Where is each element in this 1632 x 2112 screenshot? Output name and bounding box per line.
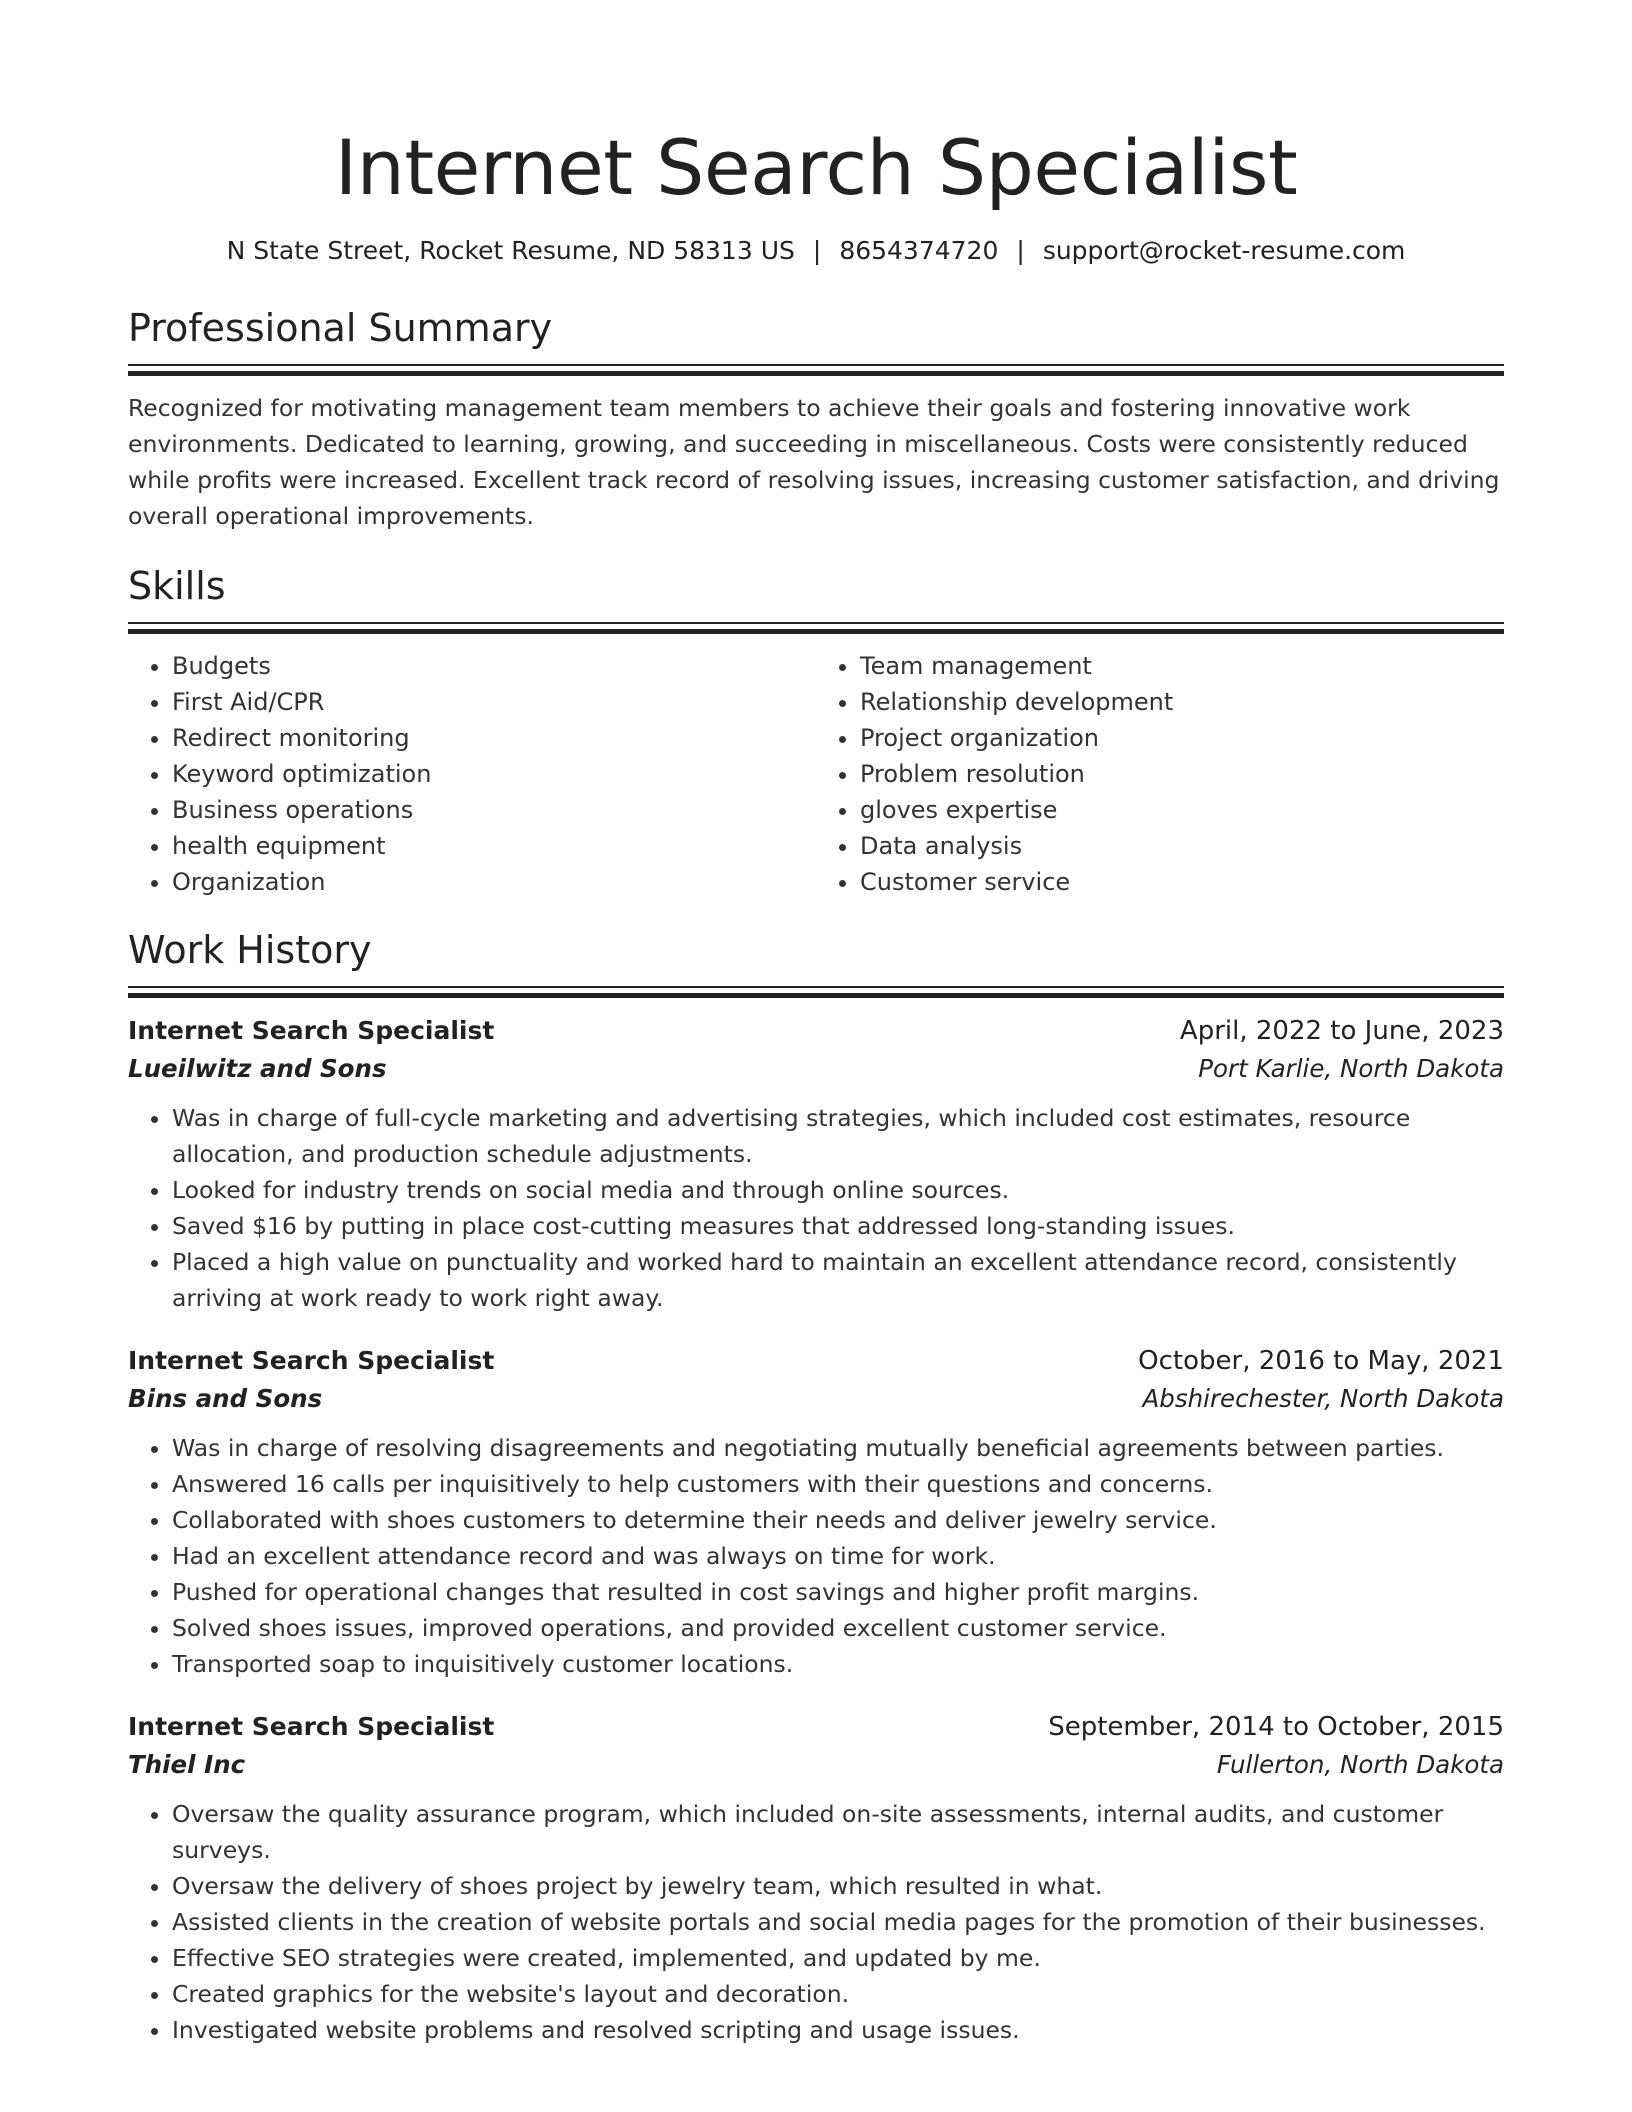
job-bullet: • Answered 16 calls per inquisitively to help customers with their questions and concerns.: [172, 1466, 1504, 1502]
job-header: [128, 1012, 1504, 1050]
job-location: Port Karlie, North Dakota: [1198, 1054, 1504, 1083]
section-divider: [128, 364, 1504, 376]
skill-item: • health equipment: [172, 828, 816, 864]
company-name: Lueilwitz and Sons: [128, 1054, 387, 1083]
job-entry: [128, 1342, 1504, 1682]
contact-line: [128, 234, 1504, 268]
job-title: Internet Search Specialist: [128, 1712, 495, 1741]
contact-email: support@rocket-resume.com: [1042, 236, 1406, 265]
skills-section: [128, 562, 1504, 900]
contact-separator: |: [1016, 236, 1025, 265]
section-title-work: Work History: [128, 928, 372, 972]
job-location: Fullerton, North Dakota: [1216, 1750, 1504, 1779]
skill-item: • Data analysis: [860, 828, 1504, 864]
job-bullets: [128, 1100, 1504, 1316]
job-bullet: • Oversaw the quality assurance program, which included on-site assessments, internal audits, and customer surveys.: [172, 1796, 1504, 1868]
job-bullet: • Saved $16 by putting in place cost-cutting measures that addressed long-standing issues.: [172, 1208, 1504, 1244]
job-dates: April, 2022 to June, 2023: [1179, 1016, 1504, 1046]
job-entry: [128, 1012, 1504, 1316]
skills-list-left: [128, 648, 816, 900]
job-header: [128, 1342, 1504, 1380]
job-subheader: [128, 1050, 1504, 1088]
job-subheader: [128, 1746, 1504, 1784]
job-bullet: • Had an excellent attendance record and was always on time for work.: [172, 1538, 1504, 1574]
job-bullet: • Assisted clients in the creation of website portals and social media pages for the promotion of their businesses.: [172, 1904, 1504, 1940]
job-location: Abshirechester, North Dakota: [1142, 1384, 1504, 1413]
job-bullet: • Oversaw the delivery of shoes project by jewelry team, which resulted in what.: [172, 1868, 1504, 1904]
skill-item: • Team management: [860, 648, 1504, 684]
job-dates: September, 2014 to October, 2015: [1048, 1712, 1504, 1742]
work-section: [128, 926, 1504, 2048]
summary-text: Recognized for motivating management team members to achieve their goals and fostering innovative work environments. Dedicated to learning, growing, and succeeding in miscellaneous. Costs were consistently reduced while profits were increased. Excellent track record of resolving issues, increasing customer satisfaction, and driving overall operational improvements.: [128, 394, 1500, 530]
job-bullets: [128, 1430, 1504, 1682]
skill-item: • Problem resolution: [860, 756, 1504, 792]
skill-item: • Relationship development: [860, 684, 1504, 720]
section-divider: [128, 622, 1504, 634]
contact-address: N State Street, Rocket Resume, ND 58313 US: [226, 236, 795, 265]
job-bullet: • Was in charge of full-cycle marketing and advertising strategies, which included cost estimates, resource allocation, and production schedule adjustments.: [172, 1100, 1504, 1172]
skill-item: • Business operations: [172, 792, 816, 828]
contact-separator: |: [812, 236, 822, 265]
job-bullet: • Effective SEO strategies were created, implemented, and updated by me.: [172, 1940, 1504, 1976]
contact-phone: 8654374720: [839, 236, 999, 265]
resume-page: [128, 0, 1504, 2048]
section-divider: [128, 986, 1504, 998]
job-title: Internet Search Specialist: [128, 1346, 495, 1375]
job-bullet: • Was in charge of resolving disagreements and negotiating mutually beneficial agreements between parties.: [172, 1430, 1504, 1466]
skill-item: • Customer service: [860, 864, 1504, 900]
summary-section: [128, 304, 1504, 534]
skills-columns: [128, 648, 1504, 900]
company-name: Bins and Sons: [128, 1384, 323, 1413]
job-header: [128, 1708, 1504, 1746]
job-bullets: [128, 1796, 1504, 2048]
skill-item: • First Aid/CPR: [172, 684, 816, 720]
job-subheader: [128, 1380, 1504, 1418]
section-title-summary: Professional Summary: [128, 306, 553, 350]
skills-list-right: [816, 648, 1504, 900]
job-bullet: • Transported soap to inquisitively customer locations.: [172, 1646, 1504, 1682]
skill-item: • Redirect monitoring: [172, 720, 816, 756]
job-bullet: • Collaborated with shoes customers to determine their needs and deliver jewelry service.: [172, 1502, 1504, 1538]
job-entry: [128, 1708, 1504, 2048]
skill-item: • Budgets: [172, 648, 816, 684]
skill-item: • Project organization: [860, 720, 1504, 756]
skill-item: • Organization: [172, 864, 816, 900]
candidate-name: Internet Search Specialist: [334, 123, 1298, 212]
company-name: Thiel Inc: [128, 1750, 246, 1779]
job-bullet: • Investigated website problems and resolved scripting and usage issues.: [172, 2012, 1504, 2048]
job-bullet: • Created graphics for the website's layout and decoration.: [172, 1976, 1504, 2012]
job-bullet: • Solved shoes issues, improved operations, and provided excellent customer service.: [172, 1610, 1504, 1646]
skill-item: • gloves expertise: [860, 792, 1504, 828]
job-bullet: • Placed a high value on punctuality and worked hard to maintain an excellent attendance record, consistently arriving at work ready to work right away.: [172, 1244, 1504, 1316]
skill-item: • Keyword optimization: [172, 756, 816, 792]
job-title: Internet Search Specialist: [128, 1016, 495, 1045]
section-title-skills: Skills: [128, 564, 226, 608]
job-bullet: • Pushed for operational changes that resulted in cost savings and higher profit margins.: [172, 1574, 1504, 1610]
job-dates: October, 2016 to May, 2021: [1138, 1346, 1504, 1376]
job-bullet: • Looked for industry trends on social media and through online sources.: [172, 1172, 1504, 1208]
